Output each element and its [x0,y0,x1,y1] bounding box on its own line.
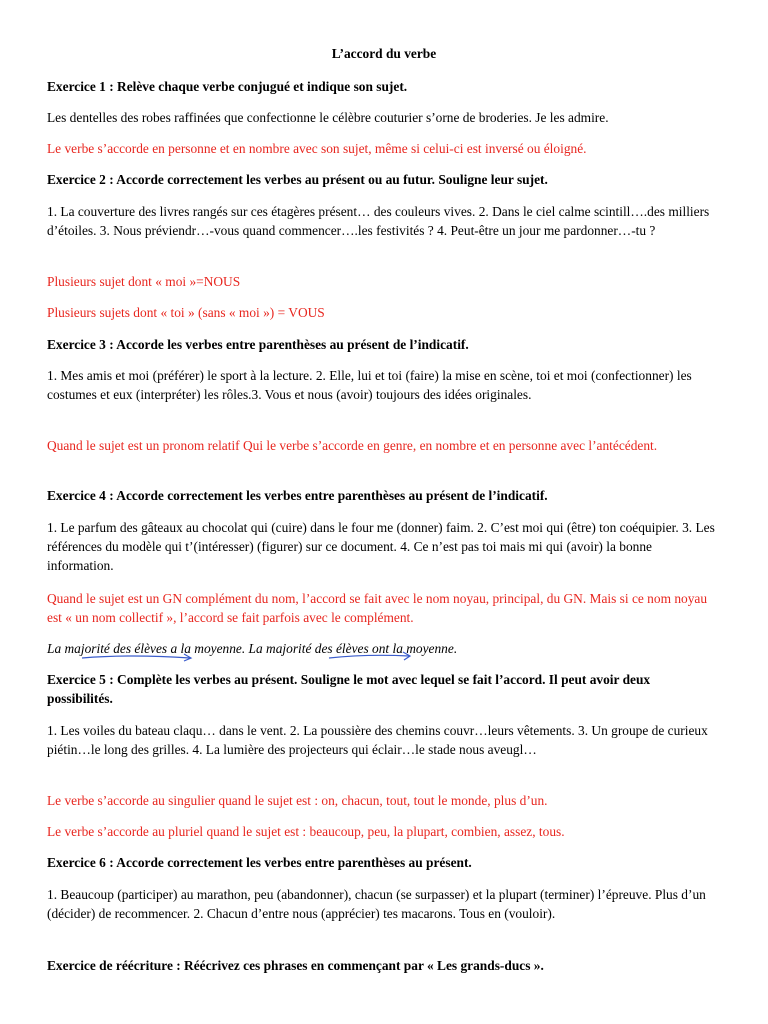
example-4: La majorité des élèves a la moyenne. La majorité des élèves ont la moyenne. [47,641,458,656]
exercise-5-text: 1. Les voiles du bateau claqu… dans le vent. 2. La poussière des chemins couvr…leurs vêtements. 3. Un groupe de curieux piétin…le long des grilles. 4. La lumière des projecteurs qui éclair…le stade nous aveugl… [47,723,708,757]
exercise-2-heading: Exercice 2 : Accorde correctement les verbes au présent ou au futur. Souligne leur sujet. [47,172,548,187]
exercise-1-text: Les dentelles des robes raffinées que confectionne le célèbre couturier s’orne de broderies. Je les admire. [47,110,609,125]
exercise-5-heading: Exercice 5 : Complète les verbes au présent. Souligne le mot avec lequel se fait l’accord. Il peut avoir deux possibilités. [47,672,651,706]
rewrite-exercise-heading: Exercice de réécriture : Réécrivez ces phrases en commençant par « Les grands-ducs ». [47,958,544,973]
exercise-2-text: 1. La couverture des livres rangés sur ces étagères présent… des couleurs vives. 2. Dans le ciel calme scintill….des milliers d’étoiles. 3. Nous préviendr…-vous quand commencer….les festivités ? 4. Peut-être un jour me pardonner…-tu ? [47,204,710,238]
exercise-6-text: 1. Beaucoup (participer) au marathon, peu (abandonner), chacun (se surpasser) et la plupart (terminer) l’épreuve. Plus d’un (décider) de recommencer. 2. Chacun d’entre nous (apprécier) tes macarons. Tous en (vouloir). [47,887,706,921]
rule-2a: Plusieurs sujet dont « moi »=NOUS [47,274,241,289]
rule-5b: Le verbe s’accorde au pluriel quand le sujet est : beaucoup, peu, la plupart, combien, assez, tous. [47,824,565,839]
rule-2b: Plusieurs sujets dont « toi » (sans « moi ») = VOUS [47,305,325,320]
exercise-4-heading: Exercice 4 : Accorde correctement les verbes entre parenthèses au présent de l’indicatif. [47,488,548,503]
exercise-3-text: 1. Mes amis et moi (préférer) le sport à la lecture. 2. Elle, lui et toi (faire) la mise en scène, toi et moi (confectionner) les costumes et eux (interpréter) les rôles.3. Vous et nous (avoir) toujours des idées originales. [47,368,692,402]
rule-3: Quand le sujet est un pronom relatif Qui le verbe s’accorde en genre, en nombre et en personne avec l’antécédent. [47,438,658,453]
rule-1: Le verbe s’accorde en personne et en nombre avec son sujet, même si celui-ci est inversé ou éloigné. [47,141,587,156]
page-title: L’accord du verbe [331,46,437,61]
exercise-4-text: 1. Le parfum des gâteaux au chocolat qui (cuire) dans le four me (donner) faim. 2. C’est moi qui (être) ton coéquipier. 3. Les références du modèle qui t’(intéresser) (figurer) sur ce document. 4. Ce n’est pas toi mais mi qui (avoir) la bonne information. [47,520,715,573]
rule-5a: Le verbe s’accorde au singulier quand le sujet est : on, chacun, tout, tout le monde, plus d’un. [47,793,548,808]
underline-arrow-2-icon [327,649,417,665]
underline-arrow-1-icon [80,649,200,665]
exercise-3-heading: Exercice 3 : Accorde les verbes entre parenthèses au présent de l’indicatif. [47,337,469,352]
exercise-6-heading: Exercice 6 : Accorde correctement les verbes entre parenthèses au présent. [47,855,472,870]
exercise-1-heading: Exercice 1 : Relève chaque verbe conjugué et indique son sujet. [47,79,408,94]
rule-4: Quand le sujet est un GN complément du nom, l’accord se fait avec le nom noyau, principal, du GN. Mais si ce nom noyau est « un nom collectif », l’accord se fait parfois avec le complément. [47,591,708,625]
